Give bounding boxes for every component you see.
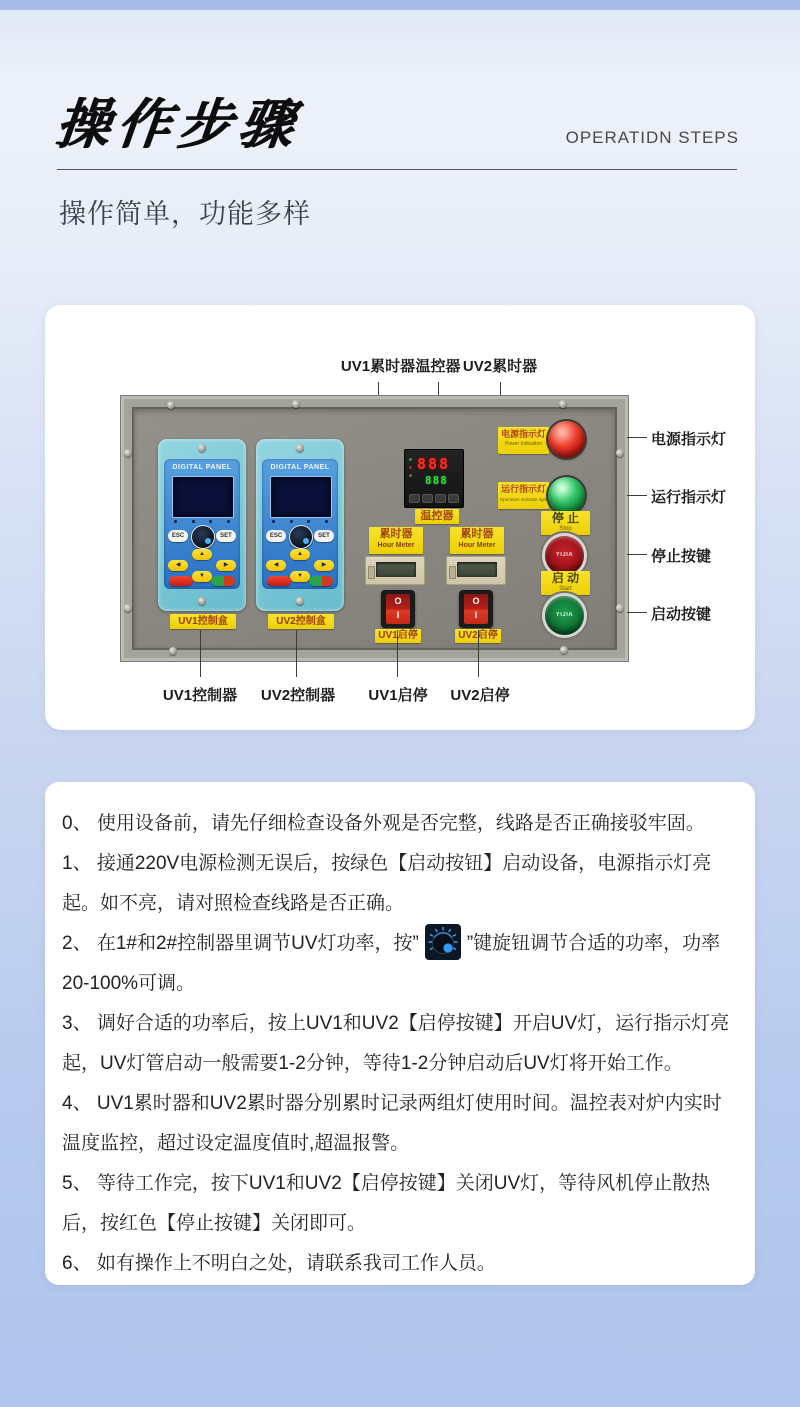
header-divider bbox=[57, 169, 737, 170]
controller-screen bbox=[270, 476, 332, 518]
screw-icon bbox=[560, 646, 568, 654]
callout-line bbox=[200, 630, 201, 677]
knob-icon bbox=[425, 924, 461, 960]
callout-stop-button: 停止按键 bbox=[651, 548, 712, 565]
temp-pv-display: 888 bbox=[417, 455, 451, 473]
stop-tag: 停 止 Stop bbox=[541, 511, 590, 535]
arrow-left-button: ◀ bbox=[168, 560, 188, 571]
set-button: SET bbox=[314, 530, 334, 542]
arrow-down-button: ▼ bbox=[192, 571, 212, 582]
callout-line bbox=[397, 630, 398, 677]
callout-uv2-controller: UV2控制器 bbox=[260, 687, 336, 704]
callout-line bbox=[627, 437, 647, 438]
arrow-left-button: ◀ bbox=[266, 560, 286, 571]
callout-line bbox=[627, 495, 647, 496]
cancel-button bbox=[169, 576, 193, 586]
tagline: 操作简单，功能多样 bbox=[59, 199, 311, 229]
screw-icon bbox=[616, 449, 624, 457]
temp-lamp bbox=[409, 458, 412, 461]
panel-photo-card bbox=[45, 305, 755, 730]
uv2-controller bbox=[256, 439, 344, 611]
arrow-down-button: ▼ bbox=[290, 571, 310, 582]
cancel-button bbox=[267, 576, 291, 586]
callout-line bbox=[627, 612, 647, 613]
stop-button: YIJIA bbox=[545, 536, 584, 575]
esc-button: ESC bbox=[168, 530, 188, 542]
screw-icon bbox=[296, 444, 304, 452]
uv2-rocker-switch: O I bbox=[459, 590, 493, 628]
uv2-controller-panel bbox=[262, 459, 338, 589]
callout-uv2-switch: UV2启停 bbox=[450, 687, 510, 704]
uv1-controller bbox=[158, 439, 246, 611]
screw-icon bbox=[296, 597, 304, 605]
hour-meter-lcd bbox=[457, 562, 497, 577]
arrow-right-button: ▶ bbox=[216, 560, 236, 571]
temp-buttons bbox=[409, 494, 459, 503]
top-accent-bar bbox=[0, 0, 800, 10]
uv2-hour-meter bbox=[446, 556, 506, 585]
controller-brand: DIGITAL PANEL bbox=[270, 464, 330, 471]
instructions-card bbox=[45, 782, 755, 1285]
hour-meter2-tag: 累时器 Hour Meter bbox=[450, 527, 504, 554]
step-5: 5、 等待工作完，按下UV1和UV2【启停按键】关闭UV灯，等待风机停止散热后，按红色【停止按键】关闭即可。 bbox=[62, 1173, 711, 1234]
uv1-rocker-tag: UV1启停 bbox=[375, 629, 421, 643]
indicator-dots bbox=[174, 520, 230, 523]
step-6: 6、 如有操作上不明白之处，请联系我司工作人员。 bbox=[62, 1253, 496, 1274]
callout-power-indicator: 电源指示灯 bbox=[651, 431, 727, 448]
hour-meter-lcd bbox=[376, 562, 416, 577]
uv1-rocker-switch: O I bbox=[381, 590, 415, 628]
step-1: 1、 接通220V电源检测无误后，按绿色【启动按钮】启动设备，电源指示灯亮起。如不亮，请对照检查线路是否正确。 bbox=[62, 853, 712, 914]
callout-uv2-hour-meter: UV2累时器 bbox=[462, 358, 538, 375]
temp-controller-tag: 温控器 bbox=[415, 509, 459, 524]
screw-icon bbox=[198, 444, 206, 452]
screw-icon bbox=[292, 400, 300, 408]
page-subtitle-en: OPERATIDN STEPS bbox=[565, 128, 739, 147]
screw-icon bbox=[167, 401, 175, 409]
callout-uv1-controller: UV1控制器 bbox=[162, 687, 238, 704]
uv2-rocker-tag: UV2启停 bbox=[455, 629, 501, 643]
callout-uv1-hour-meter: UV1累时器 bbox=[340, 358, 416, 375]
temp-lamp bbox=[409, 474, 412, 477]
hour-meter1-tag: 累时器 Hour Meter bbox=[369, 527, 423, 554]
power-knob bbox=[289, 525, 313, 549]
controller-screen bbox=[172, 476, 234, 518]
run-indicator-light bbox=[548, 477, 585, 514]
temperature-controller bbox=[404, 449, 464, 508]
page-title: 操作步骤 bbox=[52, 95, 303, 155]
hour-meter-latch bbox=[449, 566, 456, 579]
arrow-right-button: ▶ bbox=[314, 560, 334, 571]
esc-button: ESC bbox=[266, 530, 286, 542]
hour-meter-latch bbox=[368, 566, 375, 579]
callout-line bbox=[478, 630, 479, 677]
temp-sv-display: 888 bbox=[425, 474, 448, 487]
uv2-control-box-tag: UV2控制盒 bbox=[268, 614, 334, 629]
step-4: 4、 UV1累时器和UV2累时器分别累时记录两组灯使用时间。温控表对炉内实时温度监控，超过设定温度值时,超温报警。 bbox=[62, 1093, 722, 1154]
run-stop-button bbox=[211, 576, 235, 586]
screw-icon bbox=[169, 647, 177, 655]
temp-lamp bbox=[409, 466, 412, 469]
callout-start-button: 启动按键 bbox=[651, 606, 712, 623]
screw-icon bbox=[559, 400, 567, 408]
screw-icon bbox=[616, 604, 624, 612]
callout-line bbox=[627, 554, 647, 555]
arrow-up-button: ▲ bbox=[192, 549, 212, 560]
screw-icon bbox=[198, 597, 206, 605]
callout-uv1-switch: UV1启停 bbox=[368, 687, 428, 704]
instruction-steps bbox=[62, 804, 738, 1284]
power-indicator-tag: 电源指示灯 Power Indication bbox=[498, 427, 549, 454]
uv1-hour-meter bbox=[365, 556, 425, 585]
screw-icon bbox=[124, 604, 132, 612]
uv1-control-box-tag: UV1控制盒 bbox=[170, 614, 236, 629]
set-button: SET bbox=[216, 530, 236, 542]
step-0: 0、 使用设备前，请先仔细检查设备外观是否完整，线路是否正确接驳牢固。 bbox=[62, 813, 705, 834]
run-stop-button bbox=[309, 576, 333, 586]
callout-run-indicator: 运行指示灯 bbox=[651, 489, 727, 506]
power-indicator-light bbox=[548, 421, 585, 458]
control-panel-photo bbox=[120, 395, 629, 662]
arrow-up-button: ▲ bbox=[290, 549, 310, 560]
indicator-dots bbox=[272, 520, 328, 523]
step-3: 3、 调好合适的功率后，按上UV1和UV2【启停按键】开启UV灯，运行指示灯亮起，UV灯管启动一般需要1-2分钟，等待1-2分钟启动后UV灯将开始工作。 bbox=[62, 1013, 730, 1074]
start-tag: 启 动 Start bbox=[541, 571, 590, 595]
callout-line bbox=[296, 630, 297, 677]
step-2: 2、 在1#和2#控制器里调节UV灯功率，按” ”键旋钮调节合适的功率，功率20-100%可调。 bbox=[62, 924, 738, 1004]
callout-temp-controller: 温控器 bbox=[415, 358, 461, 375]
run-indicator-tag: 运行指示灯 Operation indicator light bbox=[498, 482, 549, 509]
uv1-controller-panel bbox=[164, 459, 240, 589]
power-knob bbox=[191, 525, 215, 549]
controller-brand: DIGITAL PANEL bbox=[172, 464, 232, 471]
start-button: YIJIA bbox=[545, 596, 584, 635]
screw-icon bbox=[124, 449, 132, 457]
